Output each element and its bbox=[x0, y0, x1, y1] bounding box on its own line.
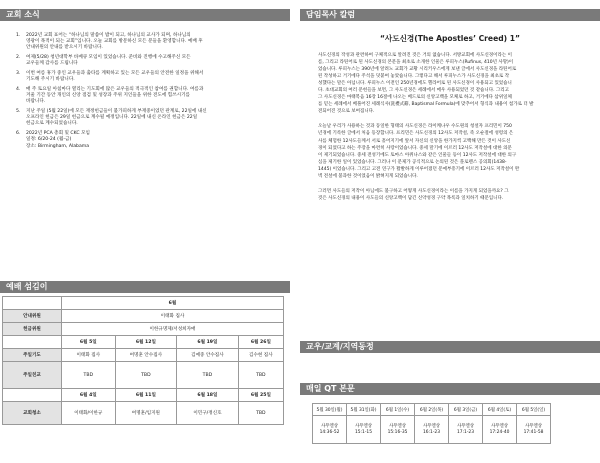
church-news-list bbox=[0, 33, 290, 150]
guide-value: 이태화 집사 bbox=[62, 310, 284, 323]
cleaning-cell: 이태화/이한규 bbox=[62, 402, 116, 425]
news-item-text bbox=[26, 33, 278, 52]
qt-passage-line: 15:16-35 bbox=[387, 429, 408, 435]
news-item-line: 매 주 토요일 아침마다 열리는 기도회에 많은 교우들의 적극적인 참여를 권합니다. 여름과 bbox=[26, 86, 204, 92]
news-item-number: 3. bbox=[16, 71, 21, 77]
qt-passage bbox=[347, 416, 381, 444]
column-text-line: 이 제기되었습니다. 중세 전성기에도 토마스 아퀴나스와 같은 인물들 등이 12사도 저작설에 대한 의구 bbox=[318, 152, 517, 158]
qt-date: 6월 2일(목) bbox=[415, 404, 449, 416]
column-text-line: 1445) 이었습니다. 그리고 고전 연구가 활발하게 이루어졌던 문예부흥기에 이르러 12사도 저작설이 완 bbox=[318, 166, 520, 172]
column-text-line: 름, 그리고 라틴어로 된 사도신경의 본문을 최초로 소개한 인물은 루피누스(Rufinus, 410년 사망)이 bbox=[318, 60, 514, 66]
column-paragraph bbox=[300, 188, 600, 202]
column-text-line: 사를 체험한 12사도들께서 서로 흩어지기에 앞서 자신의 신앙을 한가지씩 고백해 만든 것이 사도신 bbox=[318, 138, 511, 144]
news-item-line: 안내위원의 안내를 받으시기 바랍니다. bbox=[26, 45, 103, 51]
worship-servants-table bbox=[2, 296, 284, 425]
qt-passage-line: 사무엘상 bbox=[491, 423, 508, 429]
saturday-date: 6월 4일 bbox=[62, 389, 116, 402]
news-item-line: 겨울 기간 동안 개인의 신앙 점검 및 성장과 주위 지인들을 위한 전도에 힘쓰시기를 bbox=[26, 93, 190, 99]
news-item-text bbox=[26, 131, 278, 150]
saturday-date: 6월 18일 bbox=[177, 389, 239, 402]
empty-date-label bbox=[3, 389, 62, 402]
news-item bbox=[0, 55, 290, 67]
offering-label: 헌금위원 bbox=[3, 323, 62, 336]
right-column bbox=[300, 0, 600, 463]
column-title: “사도신경(The Apostles’ Creed) 1” bbox=[379, 34, 521, 43]
column-text-line: 벽 전설에 불과한 것이었음이 밝혀지게 되었습니다. bbox=[318, 173, 418, 179]
qt-date: 6월 3일(금) bbox=[449, 404, 483, 416]
church-news-section bbox=[0, 9, 290, 153]
news-item-line: 지난 주일 (5월 22일)에 모든 재정헌금들이 불가피하게 부재중이었던 관계로, 22일에 내신 bbox=[26, 109, 207, 115]
news-item-line: 교우들께 감사를 드립니다 bbox=[26, 61, 78, 67]
lunch-cell: TBD bbox=[115, 362, 177, 389]
guide-label: 안내위원 bbox=[3, 310, 62, 323]
qt-passage-line: 사무엘상 bbox=[355, 423, 372, 429]
empty-date-label bbox=[3, 336, 62, 349]
church-news-header: 교회 소식 bbox=[0, 9, 290, 21]
column-text-line: 오늘날 우리가 사용하는 것과 동일한 형태의 사도신경은 라이케나우 수도원의 청설자 프리민이 750 bbox=[318, 124, 512, 130]
column-text-line: 전되어진 것으로 보여집니다. bbox=[318, 109, 375, 115]
news-item-number: 6. bbox=[16, 131, 21, 137]
qt-passage-line: 사무엘상 bbox=[525, 423, 542, 429]
pastor-column-header: 담임목사 칼럼 bbox=[300, 9, 600, 21]
cleaning-cell: 이민구/정신호 bbox=[177, 402, 239, 425]
qt-passage bbox=[381, 416, 415, 444]
daily-qt-section bbox=[300, 383, 600, 444]
news-item-line: 일정: 6/20-24 (월-금) bbox=[26, 137, 72, 143]
news-item-line: 헌금으로 계수되었습니다. bbox=[26, 121, 78, 127]
lunch-cell: TBD bbox=[177, 362, 239, 389]
column-text-line: 된 작성하고 거기에다 주석을 덧붙여 놓았습니다. 그렇다고 해서 루피누스가 사도신경을 최초로 작 bbox=[318, 74, 510, 80]
prayer-cell: 김수현 집사 bbox=[238, 349, 283, 362]
qt-passage-line: 16:1-23 bbox=[422, 429, 441, 435]
news-item bbox=[0, 131, 290, 150]
cleaning-cell: TBD bbox=[238, 402, 283, 425]
pastor-column-section bbox=[300, 9, 600, 208]
month-header: 6월 bbox=[62, 297, 284, 310]
qt-passage bbox=[449, 416, 483, 444]
qt-date: 5월 31일(화) bbox=[347, 404, 381, 416]
daily-qt-table bbox=[312, 403, 551, 444]
sunday-date: 6월 12일 bbox=[115, 336, 177, 349]
news-item-text bbox=[26, 87, 278, 106]
prayer-cell: 이태화 집사 bbox=[62, 349, 116, 362]
cleaning-cell: 여명훈/임지원 bbox=[115, 402, 177, 425]
sunday-date: 6월 26일 bbox=[238, 336, 283, 349]
qt-passage-line: 사무엘상 bbox=[321, 423, 338, 429]
column-text-line: 었습니다. 루피누스는 390년에 알려노 교회가 교황 시리키우스에게 보낸 글에서 사도신경을 라틴어로 bbox=[318, 67, 517, 73]
qt-passage-line: 사무엘상 bbox=[389, 423, 406, 429]
news-item-text bbox=[26, 55, 278, 67]
column-text-line: 를 믿는 세례에서 베풀어진 세례식사(洗禮式辭, Baptismal Formula)에 맞추어서 형식과 내용이 첨가로 더 발 bbox=[318, 102, 534, 108]
column-paragraph bbox=[300, 123, 600, 179]
qt-passage-line: 사무엘상 bbox=[423, 423, 440, 429]
news-item-line: 기도해 주시기 바랍니다. bbox=[26, 77, 75, 83]
column-text-line: 심을 제기한 일이 있었습니다. 그러나 이 문제가 공식적으로 논의된 것은 플로렌스 공의회(1438- bbox=[318, 159, 507, 165]
cleaning-label: 교회청소 bbox=[3, 402, 62, 425]
qt-passage bbox=[517, 416, 551, 444]
news-item-number: 5. bbox=[16, 109, 21, 115]
qt-date: 6월 1일(수) bbox=[381, 404, 415, 416]
news-item-line: 2022년 교회 표어는 “하나님의 말씀이 밥이 되고, 하나님의 교사가 되며, 하나님의 bbox=[26, 33, 191, 38]
qt-passage-line: 17:41-58 bbox=[523, 429, 544, 435]
news-item bbox=[0, 33, 290, 52]
news-item-line: 이번 여름 휴가 중인 교우들과 출타를 계획하고 있는 모든 교우들의 안전한 일정을 위해서 bbox=[26, 71, 204, 77]
news-item bbox=[0, 109, 290, 128]
sunday-date: 6월 5일 bbox=[62, 336, 116, 349]
qt-date: 6월 4일(토) bbox=[483, 404, 517, 416]
qt-passage-line: 14:36-52 bbox=[319, 429, 340, 435]
saturday-date: 6월 25일 bbox=[238, 389, 283, 402]
news-item-line: 영광이 목적이 되는 교회”입니다. 오늘 교회를 방문하신 모든 분들을 환영합니다. 예배 후 bbox=[26, 39, 203, 45]
column-text-line: 다. 초대교회의 여러 문헌들을 보면, 그 사도신경은 세례에서 매우 사용되었던 것 같습니다. 그리고 bbox=[318, 88, 509, 94]
qt-passage-line: 사무엘상 bbox=[457, 423, 474, 429]
news-item bbox=[0, 87, 290, 106]
community-news-header: 교우/교계/지역동정 bbox=[300, 341, 600, 353]
news-item-line: 오프라인 헌금은 29일 헌금으로 계수될 예정입니다. 22일에 내신 온라인 헌금은 22일 bbox=[26, 115, 198, 121]
lunch-label: 주일친교 bbox=[3, 362, 62, 389]
news-item-line: 바랍니다. bbox=[26, 99, 46, 105]
saturday-date: 6월 11일 bbox=[115, 389, 177, 402]
prayer-label: 주일기도 bbox=[3, 349, 62, 362]
column-text-line: 경이 되었다고 하는 주장을 마련히 사랑이었습니다. 중세 말기에 이르러 12사도 저작설에 대한 의문 bbox=[318, 145, 512, 151]
prayer-cell: 여명훈 안수집사 bbox=[115, 349, 177, 362]
news-item-line: 여제(5/28) 청년대학부 바베큐 모임이 있었습니다. 준비와 진행에 수고해주신 모든 bbox=[26, 55, 191, 61]
community-news-section bbox=[300, 341, 600, 353]
news-item-line: 장소: Birmingham, Alabama bbox=[26, 143, 90, 149]
column-text-line: 년경에 기록한 글에서 처음 등장합니다. 프리민은 사도신경의 12사도 저작설, 즉 오순절에 성령의 은 bbox=[318, 131, 514, 137]
lunch-cell: TBD bbox=[62, 362, 116, 389]
news-item-number: 4. bbox=[16, 86, 21, 92]
news-item-text bbox=[26, 109, 278, 128]
news-item bbox=[0, 71, 290, 83]
column-text-line: 사도신경의 작성과 관련하여 구체적으로 알려진 것은 거의 없습니다. 서방교회에 사도신경이라는 이 bbox=[318, 53, 512, 58]
qt-passage-line: 15:1-15 bbox=[354, 429, 373, 435]
qt-date: 6월 5일(일) bbox=[517, 404, 551, 416]
news-item-line: 2022년 PCA 총회 및 CKC 모임 bbox=[26, 131, 90, 137]
worship-servants-header: 예배 섬김이 bbox=[0, 281, 290, 293]
worship-servants-section bbox=[0, 281, 290, 425]
column-paragraph bbox=[300, 52, 600, 115]
column-text-line: 그 사도신경은 마태복음 16장 16절에 나오는 베드로의 신앙고백을 모체로 하고, 거기에다 삼위일체 bbox=[318, 95, 512, 101]
qt-passage-line: 17:24-40 bbox=[489, 429, 510, 435]
qt-passage bbox=[483, 416, 517, 444]
qt-passage bbox=[415, 416, 449, 444]
column-text-line: 것은 사도신경의 내용이 사도들의 신앙고백이 담긴 신약성경 구약 목록과 일치하기 때문입니다. bbox=[318, 195, 504, 201]
news-item-number: 1. bbox=[16, 33, 21, 38]
news-item-number: 2. bbox=[16, 55, 21, 61]
qt-passage-line: 17:1-23 bbox=[456, 429, 475, 435]
column-text-line: 그러면 사도들의 저작이 아님에도 불구하고 어떻게 사도신경이라는 이름을 가지게 되었을까요? 그 bbox=[318, 188, 509, 194]
offering-value: 이한규명제/서성희자매 bbox=[62, 323, 284, 336]
qt-date: 5월 30일(월) bbox=[313, 404, 347, 416]
news-item-text bbox=[26, 71, 278, 83]
left-column bbox=[0, 0, 290, 463]
empty-corner-cell bbox=[3, 297, 62, 310]
lunch-cell: TBD bbox=[238, 362, 283, 389]
sunday-date: 6월 19일 bbox=[177, 336, 239, 349]
qt-passage bbox=[313, 416, 347, 444]
column-text-line: 성했다는 말은 아닙니다. 루피누스 이전인 250년경에도 헬라어로 된 사도신경이 사용되고 있었습니 bbox=[318, 81, 512, 87]
daily-qt-header: 매일 QT 본문 bbox=[300, 383, 600, 395]
prayer-cell: 김예중 안수집사 bbox=[177, 349, 239, 362]
